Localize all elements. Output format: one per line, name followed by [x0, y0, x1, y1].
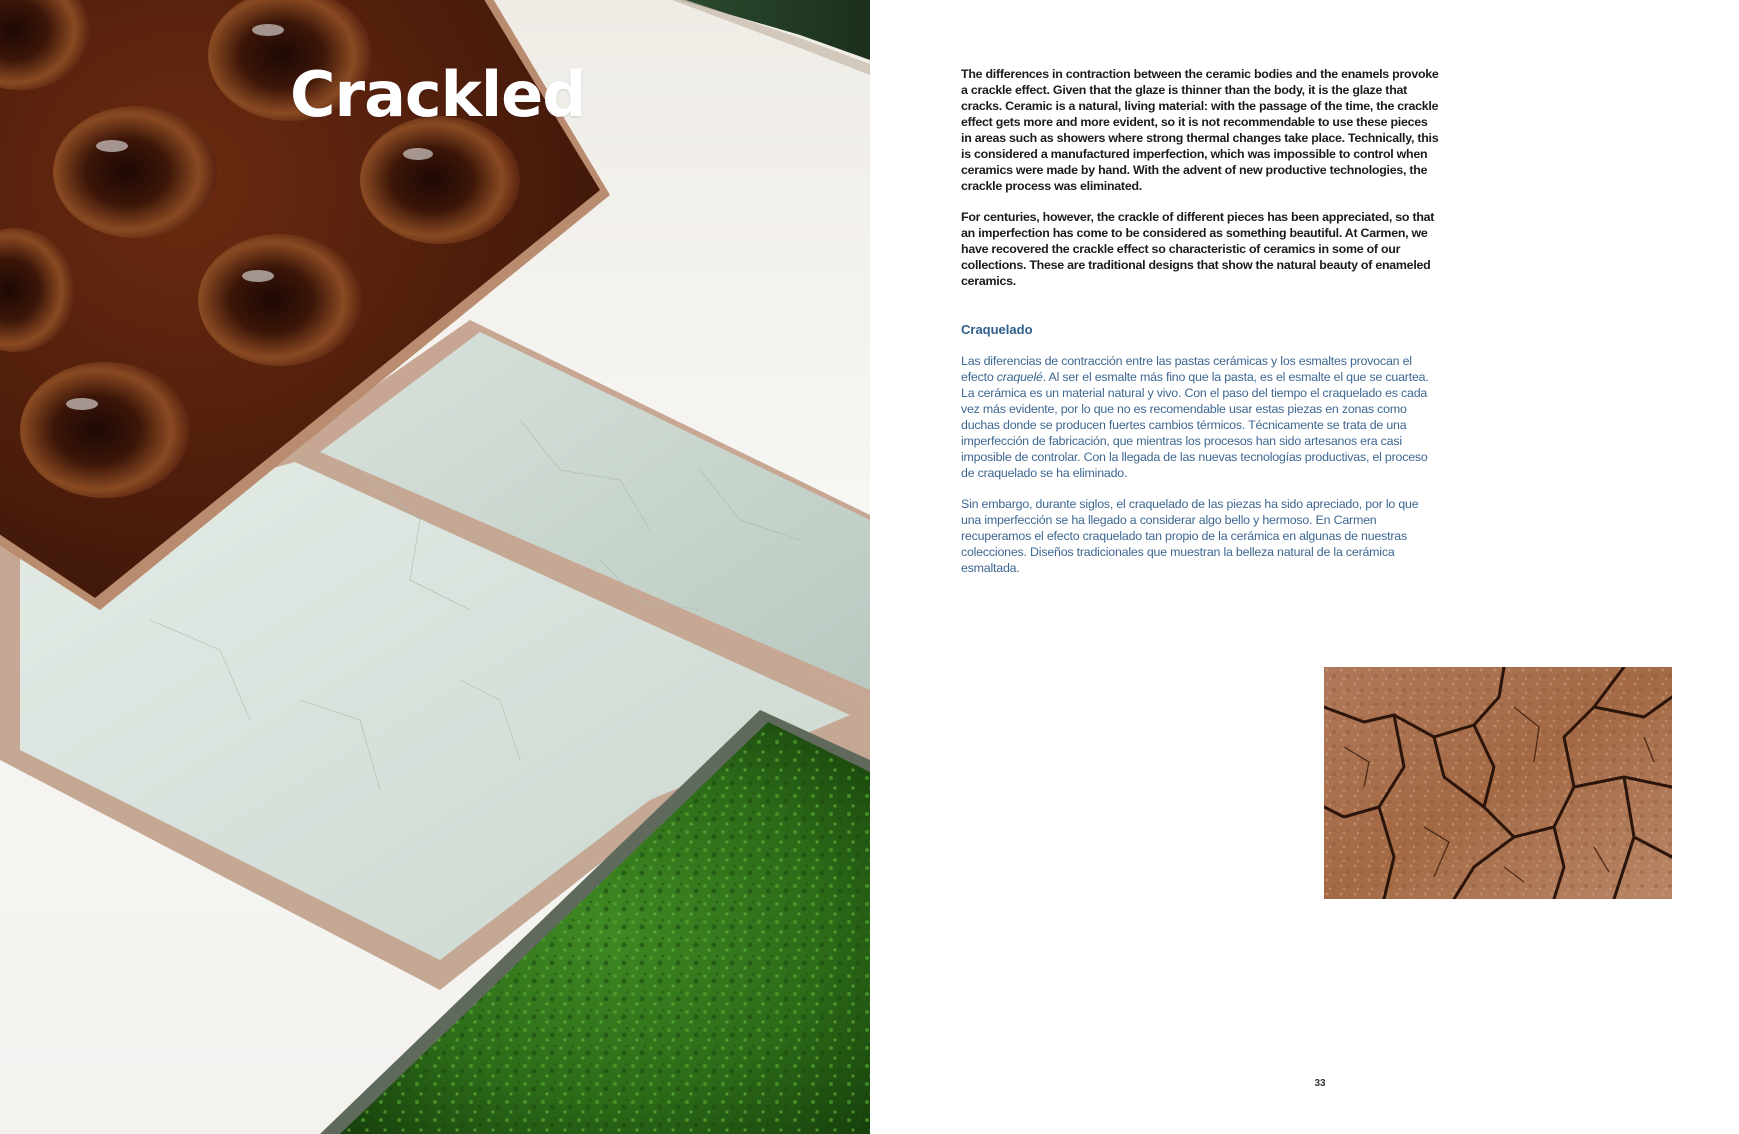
english-paragraph-2: For centuries, however, the crackle of different pieces has been appreciated, so that an imperfection has come to be considered as something beautiful. At Carmen, we have recovered the crackle effect so characteristic of ceramics in some of our collections. These are traditional designs that show the natural beauty of enameled ceramics. — [961, 210, 1435, 288]
spanish-heading: Craquelado — [961, 322, 1033, 337]
text-column — [961, 66, 1441, 591]
page-number: 33 — [1314, 1078, 1326, 1089]
cracked-earth-photo — [1324, 667, 1672, 899]
spanish-paragraph-1 — [961, 353, 1441, 481]
spanish-paragraph-2: Sin embargo, durante siglos, el craquelado de las piezas ha sido apreciado, por lo que una imperfección se ha llegado a considerar algo bello y hermoso. En Carmen recuperamos el efecto craquelado tan propio de la cerámica en algunas de nuestras colecciones. Diseños tradicionales que muestran la belleza natural de la cerámica esmaltada. — [961, 497, 1419, 575]
hero-title: Crackled — [290, 58, 586, 131]
spanish-paragraph-1-end: . Al ser el esmalte más fino que la pasta, es el esmalte el que se cuartea. La cerámica es un material natural y vivo. Con el paso del tiempo el craquelado es cada vez más evidente, por lo que no es recomendable usar estas piezas en zonas como duchas donde se producen fuertes cambios térmicos. Técnicamente se trata de una imperfección de fabricación, que mientras los procesos han sido artesanos era casi imposible de controlar. Con la llegada de las nuevas tecnologías productivas, el proceso de craquelado se ha eliminado. — [961, 370, 1429, 480]
spanish-paragraph-1-italic-term: craquelé — [996, 370, 1043, 384]
english-paragraph-1: The differences in contraction between the ceramic bodies and the enamels provoke a crackle effect. Given that the glaze is thinner than the body, it is the glaze that cracks. Ceramic is a natural, living material: with the passage of the time, the crackle effect gets more and more evident, so it is not recommendable to use these pieces in areas such as showers where strong thermal changes take place. Technically, this is considered a manufactured imperfection, which was impossible to control when ceramics were made by hand. With the advent of new productive technologies, the crackle process was eliminated. — [961, 67, 1439, 193]
text-page — [870, 0, 1739, 1134]
spanish-paragraph-1-start: Las diferencias de contracción entre las pastas cerámicas y los esmaltes provocan el efecto — [961, 354, 1412, 384]
